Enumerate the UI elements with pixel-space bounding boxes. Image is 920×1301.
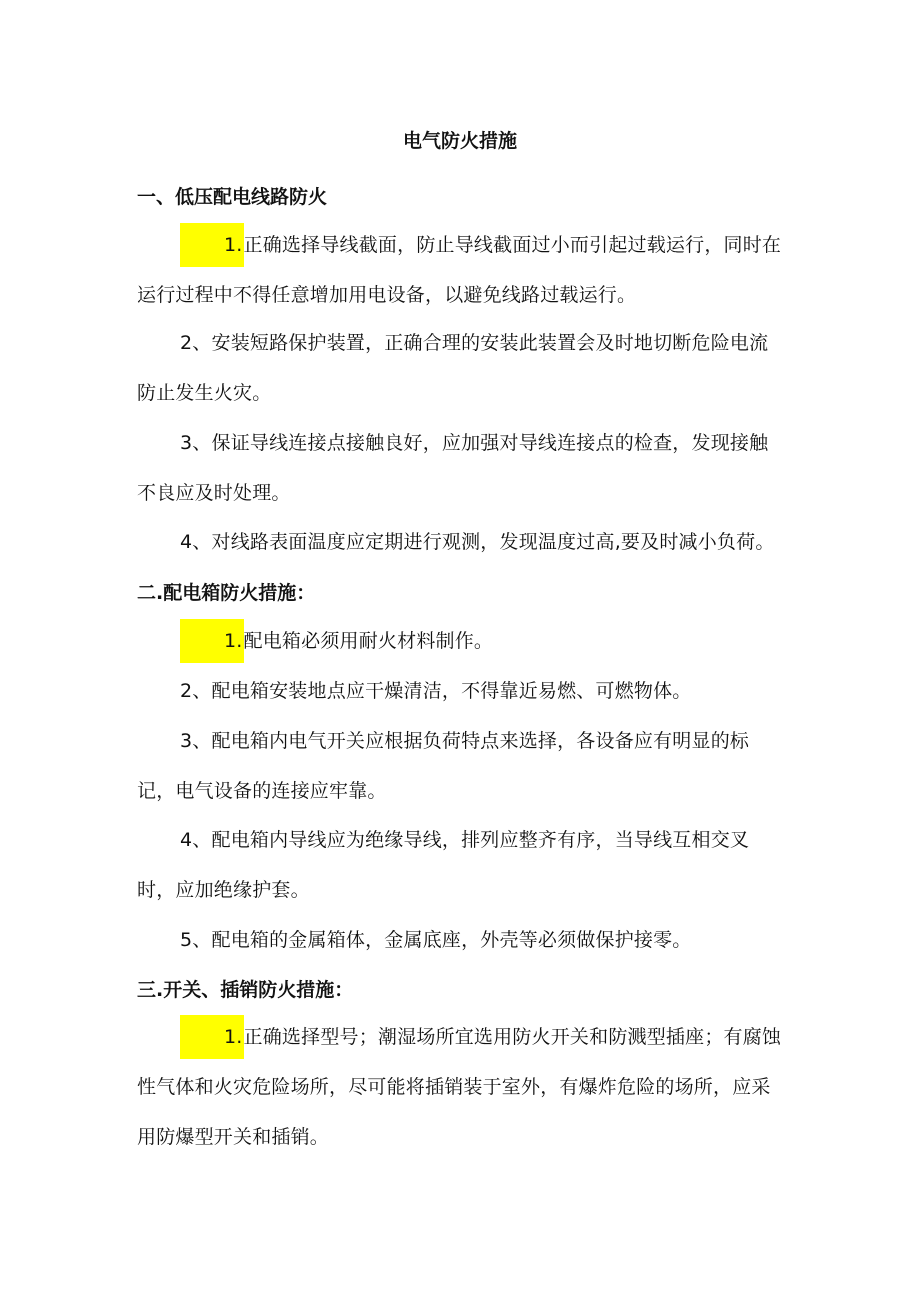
section-heading-3: 三.开关、插销防火措施：	[137, 979, 354, 1001]
paragraph-1-2: 2、安装短路保护装置，正确合理的安装此装置会及时地切断危险电流防止发生火灾。	[137, 332, 769, 404]
section-heading-1: 一、低压配电线路防火	[137, 186, 328, 208]
highlighted-number: 1.	[180, 1015, 244, 1059]
document-title: 电气防火措施	[402, 130, 517, 152]
paragraph-text: 正确选择型号；潮湿场所宜选用防火开关和防溅型插座；有腐蚀性气体和火灾危险场所，尽可能将插销装于室外，有爆炸危险的场所，应采用防爆型开关和插销。	[137, 1026, 782, 1148]
paragraph-1-4: 4、对线路表面温度应定期进行观测，发现温度过高,要及时减小负荷。	[180, 531, 775, 553]
paragraph-2-1	[137, 616, 787, 666]
highlighted-number: 1.	[180, 619, 244, 663]
paragraph-2-3: 3、配电箱内电气开关应根据负荷特点来选择，各设备应有明显的标记，电气设备的连接应牢靠。	[137, 730, 750, 802]
section-heading-2: 二.配电箱防火措施：	[137, 582, 316, 604]
paragraph-text: 配电箱必须用耐火材料制作。	[243, 630, 494, 652]
paragraph-2-2: 2、配电箱安装地点应干燥清洁，不得靠近易燃、可燃物体。	[180, 680, 692, 702]
paragraph-text: 正确选择导线截面，防止导线截面过小而引起过载运行，同时在运行过程中不得任意增加用电设备，以避免线路过载运行。	[137, 234, 782, 306]
paragraph-1-3: 3、保证导线连接点接触良好，应加强对导线连接点的检查，发现接触不良应及时处理。	[137, 432, 769, 504]
paragraph-2-4: 4、配电箱内导线应为绝缘导线，排列应整齐有序，当导线互相交叉时，应加绝缘护套。	[137, 829, 750, 901]
paragraph-1-1	[137, 220, 787, 320]
paragraph-3-1	[137, 1012, 787, 1162]
paragraph-2-5: 5、配电箱的金属箱体，金属底座，外壳等必须做保护接零。	[180, 929, 692, 951]
highlighted-number: 1.	[180, 223, 244, 267]
